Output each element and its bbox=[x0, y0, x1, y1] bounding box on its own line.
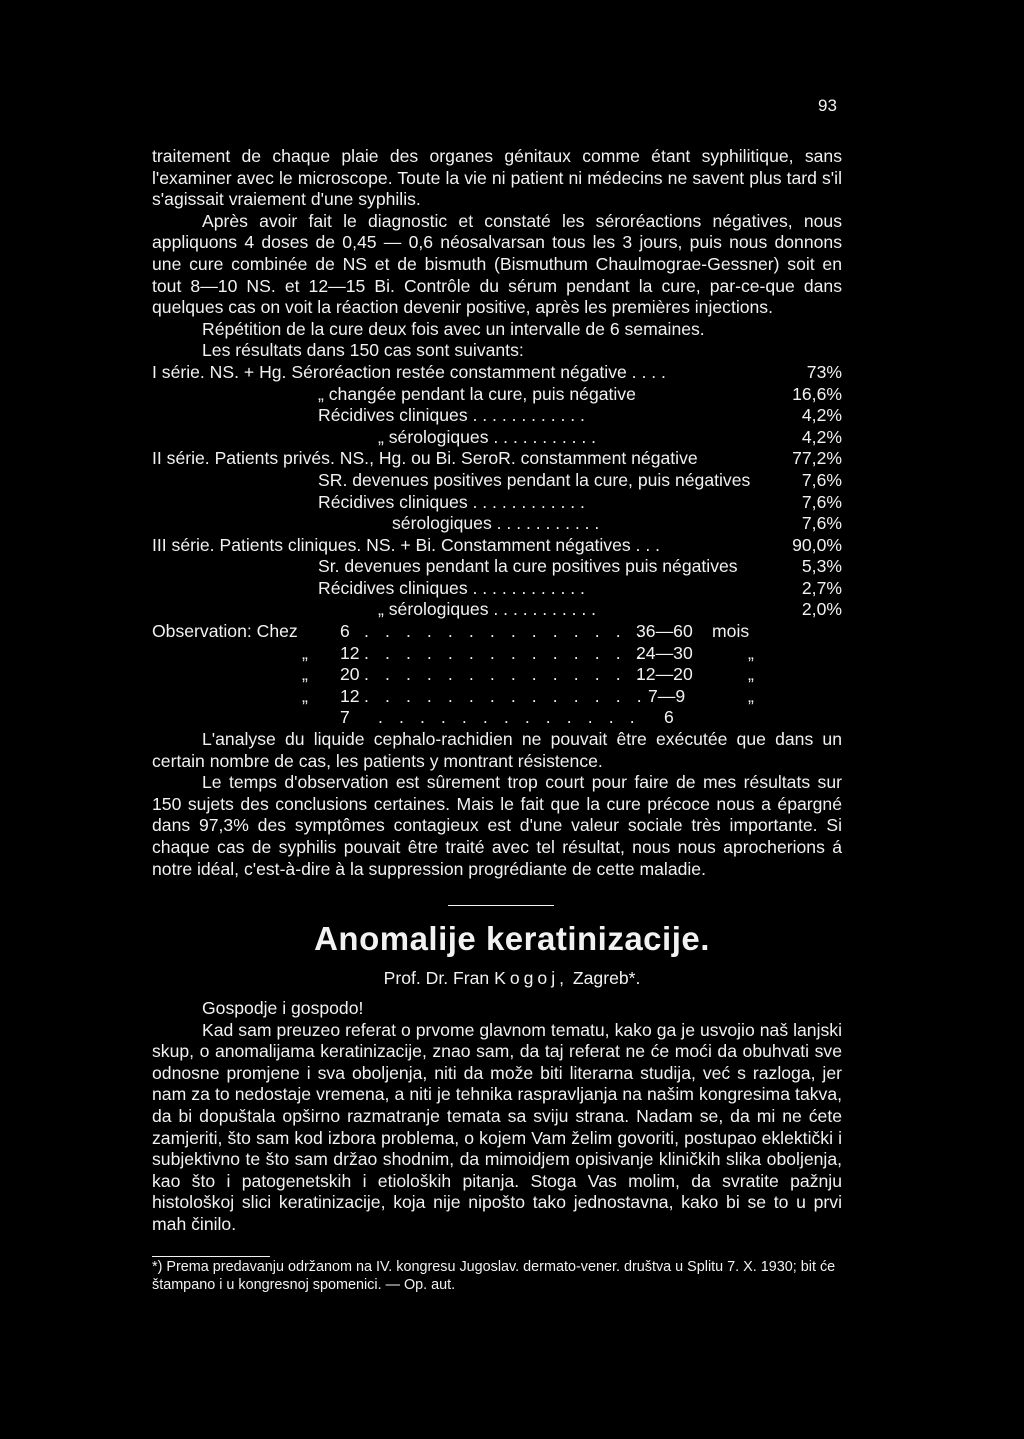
series-2-line-1: II série. Patients privés. NS., Hg. ou Bi. SeroR. constamment négative bbox=[152, 448, 698, 469]
series-1-row-2 bbox=[152, 384, 842, 406]
series-2-row-1 bbox=[152, 448, 842, 470]
observation-range: 6 bbox=[664, 707, 674, 728]
observation-row bbox=[152, 686, 842, 708]
observation-unit: „ bbox=[748, 685, 754, 706]
observation-dots: . . . . . . . . . . . . . bbox=[378, 707, 641, 728]
paragraph-4: Les résultats dans 150 cas sont suivants: bbox=[202, 340, 524, 361]
series-1-value-3: 4,2% bbox=[801, 405, 842, 426]
series-3-line-3: Récidives cliniques . . . . . . . . . . . . bbox=[318, 577, 585, 598]
observation-dots: . . . . . . . . . . . . . . bbox=[364, 664, 648, 685]
observation-row bbox=[152, 621, 842, 643]
footnote-rule bbox=[152, 1256, 270, 1257]
series-2-value-4: 7,6% bbox=[801, 513, 842, 534]
series-1-line-1: I série. NS. + Hg. Séroréaction restée constamment négative . . . . bbox=[152, 361, 666, 382]
series-3-row-3 bbox=[152, 578, 842, 600]
series-3-line-1: III série. Patients cliniques. NS. + Bi. Constamment négatives . . . bbox=[152, 534, 661, 555]
author-line bbox=[0, 968, 1024, 989]
author-name: Kogoj, bbox=[494, 968, 568, 988]
observation-dots: . . . . . . . . . . . . . . bbox=[364, 685, 648, 706]
observation-range: 36—60 bbox=[636, 621, 693, 642]
series-1-line-4: „ sérologiques . . . . . . . . . . . bbox=[378, 426, 597, 447]
series-1-value-1: 73% bbox=[806, 361, 842, 382]
observation-table bbox=[152, 621, 842, 729]
paragraph-2: Après avoir fait le diagnostic et constaté les séroréactions négatives, nous appliquons 4 doses de 0,45 — 0,6 néosalvarsan tous les 3 jours, puis nous donnons une cure combinée de NS et de bismuth (Bismuthum Chaulmograe-Gessner) soit en tout 8—10 NS. et 12—15 Bi. Contrôle du sérum pendant la cure, par-ce-que dans quelques cas on voit la réaction devenir positive, après les premières injections. bbox=[152, 210, 842, 318]
footnote: *) Prema predavanju održanom na IV. kongresu Jugoslav. dermato-vener. društva u Splitu 7. X. 1930; bit će štampano i u kongresnoj spomenici. — Op. aut. bbox=[152, 1259, 836, 1293]
observation-n: 12 bbox=[340, 685, 360, 706]
paragraph-5: L'analyse du liquide cephalo-rachidien ne pouvait être exécutée que dans un certain nombre de cas, les patients y montrant résistence. bbox=[152, 729, 842, 771]
author-prefix: Prof. Dr. Fran bbox=[383, 968, 490, 988]
series-3-value-3: 2,7% bbox=[801, 577, 842, 598]
series-3-value-2: 5,3% bbox=[801, 556, 842, 577]
series-2-value-2: 7,6% bbox=[801, 469, 842, 490]
observation-dots: . . . . . . . . . . . . . . bbox=[364, 621, 648, 642]
salutation: Gospodje i gospodo! bbox=[202, 998, 364, 1018]
observation-range: 24—30 bbox=[636, 642, 693, 663]
series-1-value-2: 16,6% bbox=[792, 383, 842, 404]
section-separator bbox=[448, 905, 554, 906]
observation-row bbox=[152, 707, 842, 729]
article-title: Anomalije keratinizacije. bbox=[314, 920, 710, 957]
series-1-line-2: „ changée pendant la cure, puis négative bbox=[318, 383, 636, 404]
observation-range: 7—9 bbox=[648, 685, 686, 706]
series-2-line-3: Récidives cliniques . . . . . . . . . . . . bbox=[318, 491, 585, 512]
series-2-value-3: 7,6% bbox=[801, 491, 842, 512]
paragraph-6: Le temps d'observation est sûrement trop court pour faire de mes résultats sur 150 sujets des conclusions certaines. Mais le fait que la cure précoce nous a épargné dans 97,3% des symptômes contagieux est d'une valeur sociale très importante. Si chaque cas de syphilis pouvait être traité avec tel résultat, nous nous aprocherions á notre idéal, c'est-à-dire à la suppression progrédiante de cette maladie. bbox=[152, 772, 842, 879]
series-3-row-1 bbox=[152, 535, 842, 557]
paragraph-3: Répétition de la cure deux fois avec un intervalle de 6 semaines. bbox=[202, 318, 705, 339]
series-2-line-4: sérologiques . . . . . . . . . . . bbox=[392, 513, 600, 534]
series-1-row-3 bbox=[152, 405, 842, 427]
observation-range: 12—20 bbox=[636, 664, 693, 685]
series-2-line-2: SR. devenues positives pendant la cure, puis négatives bbox=[318, 469, 751, 490]
observation-dots: . . . . . . . . . . . . . . bbox=[364, 642, 648, 663]
observation-row bbox=[152, 664, 842, 686]
series-1-row-1 bbox=[152, 362, 842, 384]
series-3-value-4: 2,0% bbox=[801, 599, 842, 620]
observation-prefix: „ bbox=[302, 664, 308, 685]
observation-unit: „ bbox=[748, 664, 754, 685]
series-2-row-4 bbox=[152, 513, 842, 535]
series-2-value-1: 77,2% bbox=[792, 448, 842, 469]
observation-label: Observation: Chez bbox=[152, 621, 298, 642]
series-3-line-4: „ sérologiques . . . . . . . . . . . bbox=[378, 599, 597, 620]
series-2-row-2 bbox=[152, 470, 842, 492]
article-body-french bbox=[152, 146, 842, 880]
series-3-row-2 bbox=[152, 556, 842, 578]
series-3-value-1: 90,0% bbox=[792, 534, 842, 555]
series-1-line-3: Récidives cliniques . . . . . . . . . . . . bbox=[318, 405, 585, 426]
observation-prefix: „ bbox=[302, 642, 308, 663]
observation-n: 6 bbox=[340, 621, 350, 642]
article-body-croatian bbox=[152, 998, 842, 1236]
observation-row bbox=[152, 643, 842, 665]
series-1-row-4 bbox=[152, 427, 842, 449]
series-1-value-4: 4,2% bbox=[801, 426, 842, 447]
results-table bbox=[152, 362, 842, 621]
series-2-row-3 bbox=[152, 492, 842, 514]
observation-n: 20 bbox=[340, 664, 360, 685]
observation-unit: mois bbox=[712, 621, 750, 642]
observation-prefix: „ bbox=[302, 685, 308, 706]
observation-unit: „ bbox=[748, 642, 754, 663]
author-suffix: Zagreb*. bbox=[572, 968, 641, 988]
paragraph-7: Kad sam preuzeo referat o prvome glavnom tematu, kako ga je usvojio naš lanjski skup, o anomalijama keratinizacije, znao sam, da taj referat ne će moći da obuhvati sve odnosne promjene i sva oboljenja, niti da može biti literarna studija, već s razloga, jer nam za to nedostaje vremena, a niti je tehnika raspravljanja na našim kongresima takva, da bi dopuštala opširno razmatranje temata sa sviju strana. Nadam se, da mi ne ćete zamjeriti, što sam kod izbora problema, o kojem Vam želim govoriti, postupao eklektički i subjektivno te što sam držao shodnim, da mimoidjem opisivanje kliničkih slika oboljenja, kao što i patogenetskih i etioloških pitanja. Stoga Vas molim, da svratite pažnju histološkoj slici keratinizacije, koja nije nipošto tako jednostavna, kako bi se to u prvi mah činilo. bbox=[152, 1019, 842, 1234]
series-3-row-4 bbox=[152, 599, 842, 621]
observation-n: 12 bbox=[340, 642, 360, 663]
page-number: 93 bbox=[818, 96, 837, 115]
series-3-line-2: Sr. devenues pendant la cure positives puis négatives bbox=[318, 556, 738, 577]
paragraph-1: traitement de chaque plaie des organes génitaux comme étant syphilitique, sans l'examiner avec le microscope. Toute la vie ni patient ni médecins ne savent plus tard s'il s'agissait vraiement d'une syphilis. bbox=[152, 146, 842, 210]
observation-n: 7 bbox=[340, 707, 350, 728]
